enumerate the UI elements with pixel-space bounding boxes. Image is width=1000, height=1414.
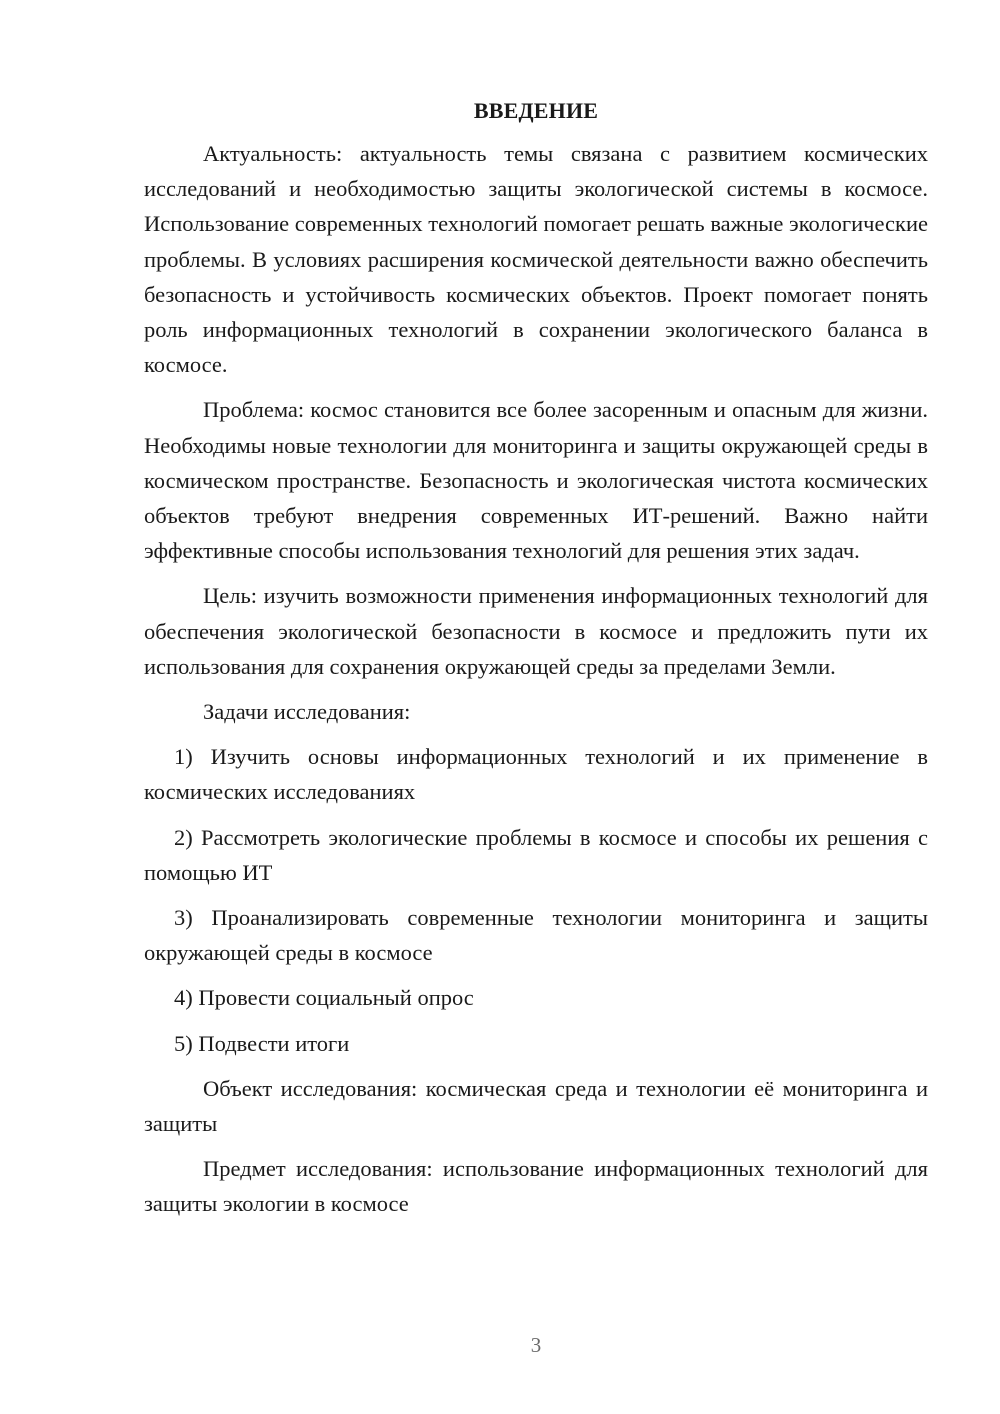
task-item: 4) Провести социальный опрос [174, 985, 474, 1011]
object-paragraph: Объект исследования: космическая среда и технологии её мониторинга и защиты [144, 1075, 928, 1137]
tasks-heading: Задачи исследования: [203, 699, 411, 725]
task-item: 3) Проанализировать современные технологии мониторинга и защиты окружающей среды в космосе [144, 905, 928, 966]
task-item: 2) Рассмотреть экологические проблемы в космосе и способы их решения с помощью ИТ [144, 824, 928, 885]
subject-paragraph: Предмет исследования: использование информационных технологий для защиты экологии в космосе [144, 1156, 928, 1217]
page-content [144, 93, 928, 1232]
task-item: 5) Подвести итоги [174, 1030, 350, 1056]
task-item: 1) Изучить основы информационных технологий и их применение в космических исследованиях [144, 744, 928, 805]
section-title: ВВЕДЕНИЕ [473, 98, 599, 123]
tasks-list [144, 739, 928, 1061]
page-number: 3 [530, 1333, 542, 1357]
goal-paragraph: Цель: изучить возможности применения информационных технологий для обеспечения экологической безопасности в космосе и предложить пути их использования для сохранения окружающей среды за пределами Земли. [144, 583, 928, 679]
problem-paragraph: Проблема: космос становится все более засоренным и опасным для жизни. Необходимы новые технологии для мониторинга и защиты окружающей среды в космическом пространстве. Безопасность и экологическая чистота космических объектов требуют внедрения современных ИТ-решений. Важно найти эффективные способы использования технологий для решения этих задач. [144, 397, 928, 564]
relevance-paragraph: Актуальность: актуальность темы связана с развитием космических исследований и необходимостью защиты экологической системы в космосе. Использование современных технологий помогает решать важные экологические проблемы. В условиях расширения космической деятельности важно обеспечить безопасность и устойчивость космических объектов. Проект помогает понять роль информационных технологий в сохранении экологического баланса в космосе. [144, 141, 928, 378]
